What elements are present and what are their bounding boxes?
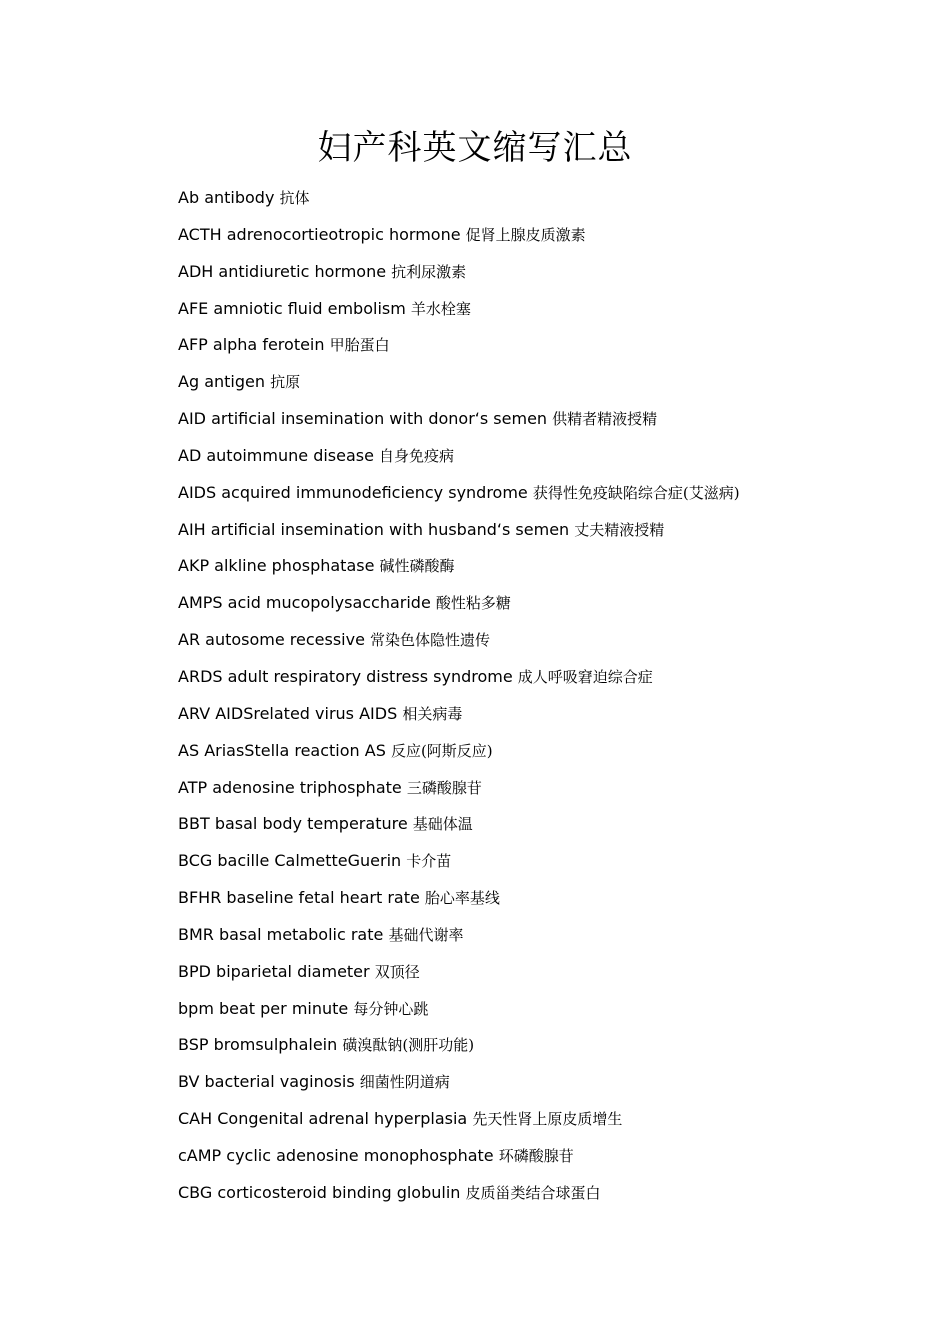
abbreviation-entry [178,1142,878,1179]
abbreviation-entry [178,921,878,958]
abbreviation-entry [178,626,878,663]
entry-english: BV bacterial vaginosis [178,1072,355,1092]
entry-english: AIDS acquired immunodeficiency syndrome [178,482,528,502]
abbreviation-entry [178,479,878,516]
entry-english: Ab antibody [178,188,275,207]
entry-chinese: 环磷酸腺苷 [498,1146,574,1165]
abbreviation-entry [178,737,878,774]
entry-english: AFP alpha ferotein [178,335,325,355]
entry-english: AMPS acid mucopolysaccharide [178,593,431,613]
abbreviation-entry [178,774,878,811]
entry-english: CAH Congenital adrenal hyperplasia [178,1109,468,1129]
abbreviation-entry [178,1179,878,1216]
entry-english: ATP adenosine triphosphate [178,777,402,797]
entry-english: cAMP cyclic adenosine monophosphate [178,1145,494,1165]
entry-english: BCG bacille CalmetteGuerin [178,851,402,871]
entry-chinese: 基础体温 [412,815,473,834]
abbreviation-entry [178,810,878,847]
entry-english: BBT basal body temperature [178,814,408,834]
entry-english: BMR basal metabolic rate [178,924,384,944]
entry-english: ARV AIDSrelated virus AIDS [178,703,398,723]
entry-chinese: 基础代谢率 [388,925,464,944]
entry-english: BSP bromsulphalein [178,1035,338,1055]
entry-chinese: 丈夫精液授精 [574,520,665,539]
abbreviation-entry [178,589,878,626]
entry-english: BPD biparietal diameter [178,961,370,981]
abbreviation-entry [178,847,878,884]
entry-chinese: 获得性免疫缺陷综合症(艾滋病) [532,483,740,502]
entry-chinese: 皮质甾类结合球蛋白 [465,1183,601,1202]
entry-chinese: 自身免疫病 [379,446,455,465]
entry-english: AFE amniotic fluid embolism [178,298,406,318]
entry-chinese: 每分钟心跳 [353,999,429,1018]
abbreviation-entry [178,884,878,921]
abbreviation-entry [178,331,878,368]
abbreviation-entry [178,258,878,295]
entry-chinese: 常染色体隐性遗传 [370,631,491,650]
document-title: 妇产科英文缩写汇总 [317,128,633,168]
entry-chinese: 碱性磷酸酶 [379,557,455,576]
entry-chinese: 抗利尿激素 [391,262,467,281]
abbreviation-entry [178,700,878,737]
abbreviation-entry [178,1031,878,1068]
abbreviation-entry [178,221,878,258]
entry-chinese: 促肾上腺皮质激素 [465,225,586,244]
entry-english: AKP alkline phosphatase [178,556,375,576]
entry-english: AS AriasStella reaction AS [178,740,386,760]
abbreviation-entry [178,368,878,405]
entry-english: bpm beat per minute [178,998,349,1018]
entry-chinese: 相关病毒 [402,704,463,723]
abbreviation-entry [178,1105,878,1142]
abbreviation-entry [178,295,878,332]
abbreviation-entry [178,442,878,479]
entry-english: AIH artificial insemination with husband‘s semen [178,519,570,539]
entry-english: CBG corticosteroid binding globulin [178,1182,461,1202]
abbreviation-entry [178,405,878,442]
entry-chinese: 甲胎蛋白 [329,336,390,355]
entry-english: ADH antidiuretic hormone [178,261,387,281]
abbreviation-list [178,184,878,1216]
entry-chinese: 酸性粘多糖 [435,594,511,613]
entry-english: AR autosome recessive [178,630,365,650]
entry-english: BFHR baseline fetal heart rate [178,888,420,908]
entry-chinese: 羊水栓塞 [410,299,471,318]
entry-chinese: 卡介苗 [406,852,452,871]
entry-chinese: 磺溴酞钠(测肝功能) [342,1036,475,1055]
entry-chinese: 抗体 [279,189,310,207]
entry-chinese: 胎心率基线 [424,889,500,908]
abbreviation-entry [178,995,878,1032]
entry-english: AD autoimmune disease [178,445,374,465]
abbreviation-entry [178,516,878,553]
entry-english: ARDS adult respiratory distress syndrome [178,666,513,686]
entry-english: Ag antigen [178,372,265,392]
abbreviation-entry [178,958,878,995]
abbreviation-entry [178,1068,878,1105]
entry-english: ACTH adrenocortieotropic hormone [178,224,461,244]
entry-chinese: 供精者精液授精 [552,410,658,429]
entry-chinese: 成人呼吸窘迫综合症 [517,667,653,686]
entry-chinese: 反应(阿斯反应) [390,741,493,760]
entry-chinese: 三磷酸腺苷 [406,778,482,797]
abbreviation-entry [178,552,878,589]
entry-chinese: 细菌性阴道病 [359,1073,450,1092]
entry-chinese: 双顶径 [374,962,420,981]
entry-chinese: 先天性肾上原皮质增生 [472,1110,623,1129]
entry-english: AID artificial insemination with donor‘s semen [178,409,548,429]
abbreviation-entry [178,184,878,221]
entry-chinese: 抗原 [270,373,301,392]
abbreviation-entry [178,663,878,700]
